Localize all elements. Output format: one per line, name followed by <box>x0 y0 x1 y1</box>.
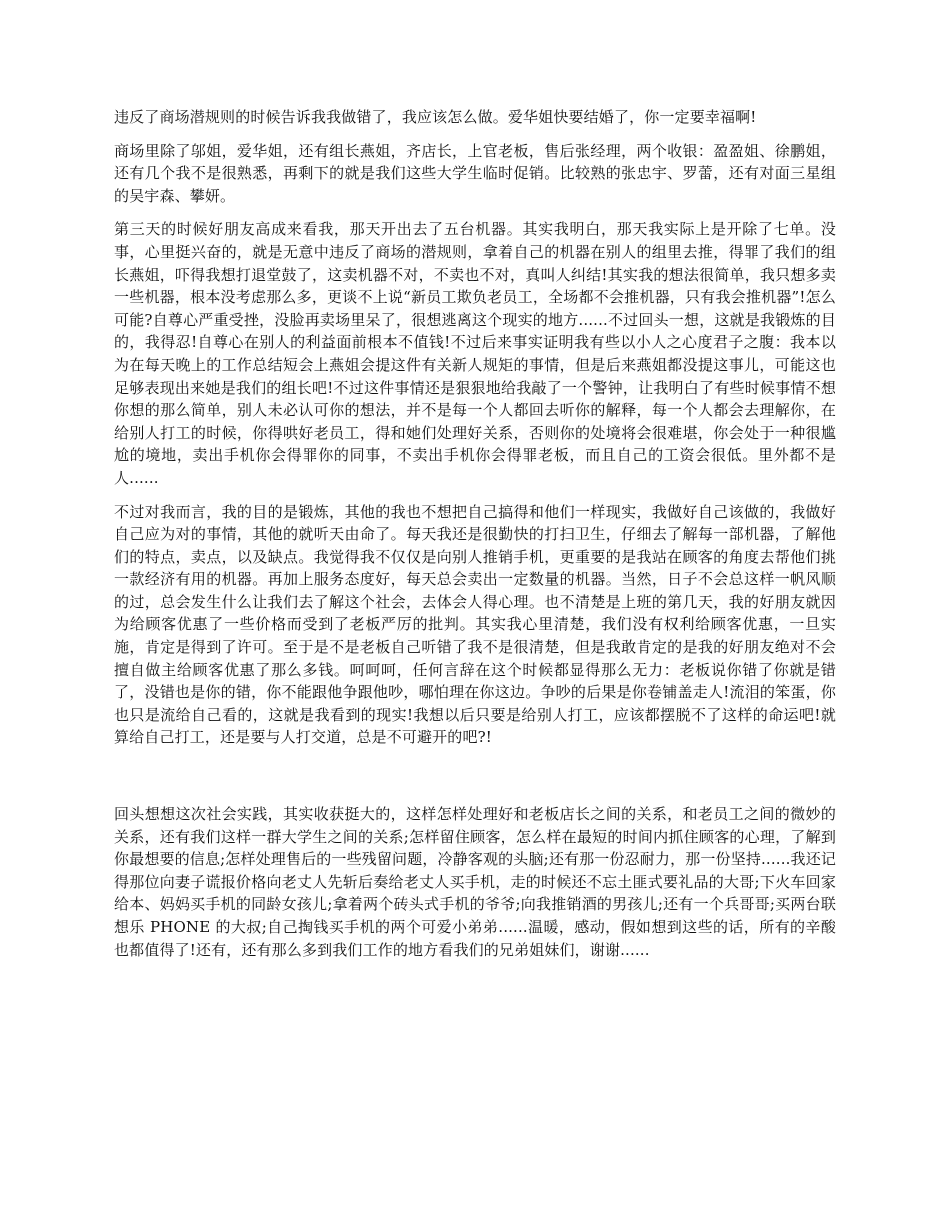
paragraph-spacer <box>114 760 836 803</box>
paragraph-1: 违反了商场潜规则的时候告诉我我做错了，我应该怎么做。爱华姐快要结婚了，你一定要幸福啊! <box>114 108 757 126</box>
paragraph-3: 第三天的时候好朋友高成来看我，那天开出去了五台机器。其实我明白，那天我实际上是开除了七单。没事，心里挺兴奋的，就是无意中违反了商场的潜规则，拿着自己的机器在别人的组里去推，得罪了我们的组长燕姐，吓得我想打退堂鼓了，这卖机器不对，不卖也不对，真叫人纠结!其实我的想法很简单，我只想多卖一些机器，根本没考虑那么多，更谈不上说“新员工欺负老员工，全场都不会推机器，只有我会推机器”!怎么可能?自尊心严重受挫，没脸再卖场里呆了，很想逃离这个现实的地方......不过回头一想，这就是我锻炼的目的，我得忍!自尊心在别人的利益面前根本不值钱!不过后来事实证明我有些以小人之心度君子之腹：我本以为在每天晚上的工作总结短会上燕姐会提这件有关新人规矩的事情，但是后来燕姐都没提这事儿，可能这也足够表现出来她是我们的组长吧!不过这件事情还是狠狠地给我敲了一个警钟，让我明白了有些时候事情不想你想的那么简单，别人未必认可你的想法，并不是每一个人都回去听你的解释，每一个人都会去理解你，在给别人打工的时候，你得哄好老员工，得和她们处理好关系，否则你的处境将会很难堪，你会处于一种很尴尬的境地，卖出手机你会得罪你的同事，不卖出手机你会得罪老板，而且自己的工资会很低。里外都不是人...... <box>114 220 836 487</box>
paragraph-2: 商场里除了邬姐，爱华姐，还有组长燕姐，齐店长，上官老板，售后张经理，两个收银：盈盈姐、徐鹏姐，还有几个我不是很熟悉，再剩下的就是我们这些大学生临时促销。比较熟的张忠宇、罗蕾，还有对面三星组的吴宇森、攀妍。 <box>114 141 836 205</box>
paragraph-4: 不过对我而言，我的目的是锻炼，其他的我也不想把自己搞得和他们一样现实，我做好自己该做的，我做好自己应为对的事情，其他的就听天由命了。每天我还是很勤快的打扫卫生，仔细去了解每一部机器，了解他们的特点，卖点，以及缺点。我觉得我不仅仅是向别人推销手机，更重要的是我站在顾客的角度去帮他们挑一款经济有用的机器。再加上服务态度好，每天总会卖出一定数量的机器。当然，日子不会总这样一帆风顺的过，总会发生什么让我们去了解这个社会，去体会人得心理。也不清楚是上班的第几天，我的好朋友就因为给顾客优惠了一些价格而受到了老板严厉的批判。其实我心里清楚，我们没有权利给顾客优惠，一旦实施，肯定是得到了许可。至于是不是老板自己听错了我不是很清楚，但是我敢肯定的是我的好朋友绝对不会擅自做主给顾客优惠了那么多钱。呵呵呵，任何言辞在这个时候都显得那么无力：老板说你错了你就是错了，没错也是你的错，你不能跟他争跟他吵，哪怕理在你这边。争吵的后果是你卷铺盖走人!流泪的笨蛋，你也只是流给自己看的，这就是我看到的现实!我想以后只要是给别人打工，应该都摆脱不了这样的命运吧!就算给自己打工，还是要与人打交道，总是不可避开的吧?! <box>114 502 836 747</box>
paragraph-5: 回头想想这次社会实践，其实收获挺大的，这样怎样处理好和老板店长之间的关系，和老员工之间的微妙的关系，还有我们这样一群大学生之间的关系;怎样留住顾客，怎么样在最短的时间内抓住顾客的心理，了解到你最想要的信息;怎样处理售后的一些残留问题，冷静客观的头脑;还有那一份忍耐力，那一份坚持......我还记得那位向妻子谎报价格向老丈人先斩后奏给老丈人买手机，走的时候还不忘土匪式要礼品的大哥;下火车回家给本、妈妈买手机的同龄女孩儿;拿着两个砖头式手机的爷爷;向我推销酒的男孩儿;还有一个兵哥哥;买两台联想乐 PHONE 的大叔;自己掏钱买手机的两个可爱小弟弟......温暖，感动，假如想到这些的话，所有的辛酸也都值得了!还有，还有那么多到我们工作的地方看我们的兄弟姐妹们，谢谢...... <box>114 805 836 959</box>
